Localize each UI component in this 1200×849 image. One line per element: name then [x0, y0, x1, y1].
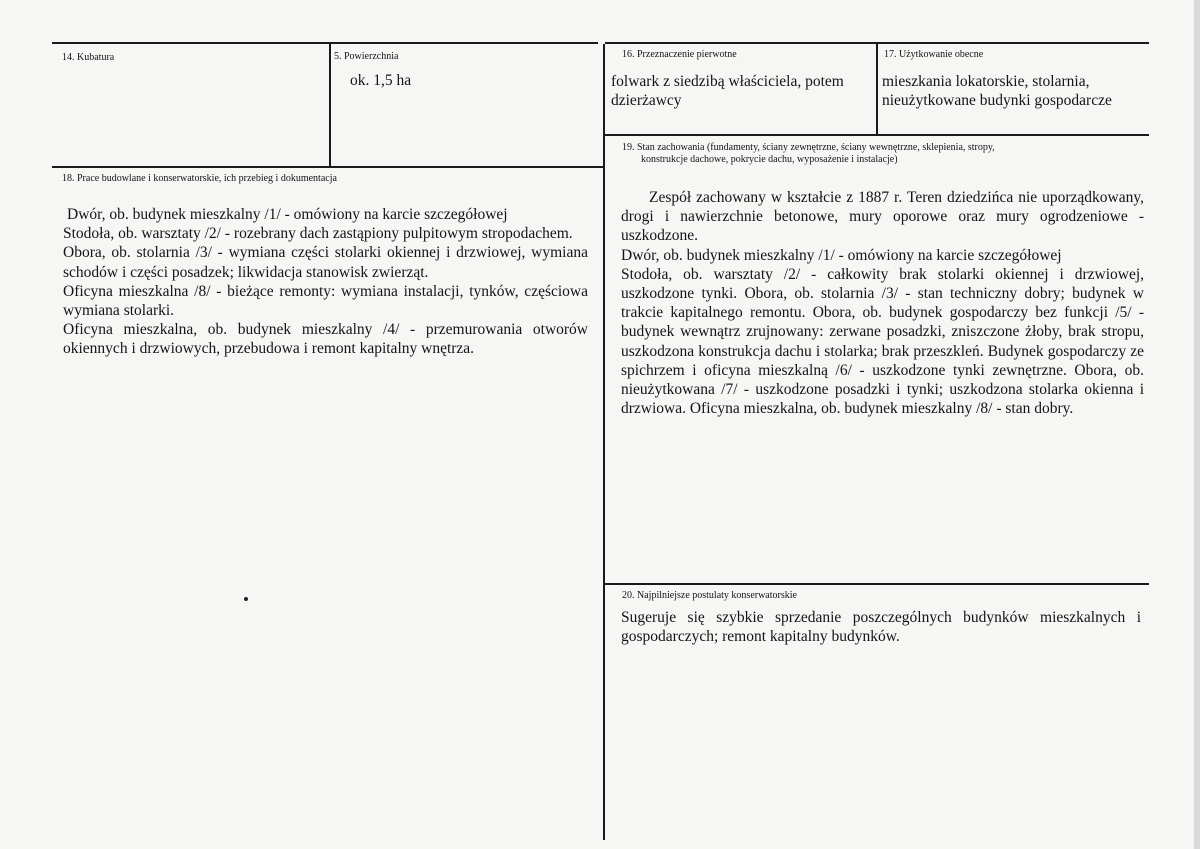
divider-16-17 [876, 44, 878, 135]
field-18-label: 18. Prace budowlane i konserwatorskie, ich przebieg i dokumentacja [62, 173, 337, 184]
scan-edge [1194, 0, 1200, 849]
field-18-paragraph: Dwór, ob. budynek mieszkalny /1/ - omówiony na karcie szczegółowej [67, 206, 508, 223]
field-18-paragraph: Oficyna mieszkalna, ob. budynek mieszkalny /4/ - przemurowania otworów okiennych i drzwiowych, przebudowa i remont kapitalny wnętrza. [63, 321, 588, 358]
field-19-paragraph: Zespół zachowany w kształcie z 1887 r. Teren dziedzińca nie uporządkowany, drogi i nawierzchnie betonowe, mury oporowe oraz mury ogrodzeniowe - uszkodzone. [621, 189, 1144, 245]
rule-under-14-15 [52, 166, 603, 168]
field-15-label: 5. Powierzchnia [334, 51, 399, 62]
field-19-label-line2: konstrukcje dachowe, pokrycie dachu, wyposażenie i instalacje) [641, 154, 898, 165]
rule-under-16-17 [605, 134, 1149, 136]
field-16-value: folwark z siedzibą właściciela, potem dzierżawcy [611, 73, 844, 109]
field-18-paragraph: Stodoła, ob. warsztaty /2/ - rozebrany dach zastąpiony pulpitowym stropodachem. [63, 225, 573, 243]
rule-above-20 [605, 583, 1149, 585]
field-17-value: mieszkania lokatorskie, stolarnia, nieużytkowane budynki gospodarcze [882, 73, 1112, 109]
field-17-label: 17. Użytkowanie obecne [884, 49, 984, 60]
field-18-text [63, 205, 588, 359]
field-18-paragraph: Obora, ob. stolarnia /3/ - wymiana części stolarki okiennej i drzwiowej, wymiana schodów i części posadzek; likwidacja stanowisk zwierząt. [63, 244, 588, 281]
stray-dot-mark [244, 597, 248, 601]
field-20-text [621, 608, 1141, 646]
field-16-label: 16. Przeznaczenie pierwotne [622, 49, 737, 60]
field-19-label-line1: 19. Stan zachowania (fundamenty, ściany zewnętrzne, ściany wewnętrzne, sklepienia, stropy, [622, 142, 995, 153]
field-20-value: Sugeruje się szybkie sprzedanie poszczególnych budynków mieszkalnych i gospodarczych; remont kapitalny budynków. [621, 609, 1141, 646]
field-18-paragraph: Oficyna mieszkalna /8/ - bieżące remonty: wymiana instalacji, tynków, częściowa wymiana stolarki. [63, 282, 588, 320]
field-19-text [621, 188, 1144, 418]
field-15-value: ok. 1,5 ha [350, 72, 412, 89]
divider-14-15 [329, 44, 331, 167]
field-19-paragraph: Stodoła, ob. warsztaty /2/ - całkowity brak stolarki okiennej i drzwiowej, uszkodzone tynki. Obora, ob. stolarnia /3/ - stan techniczny dobry; budynek w trakcie kapitalnego remontu. Obora, ob. budynek gospodarczy bez funkcji /5/ - budynek wewnątrz zrujnowany: zerwane posadzki, zniszczone żłoby, brak stropu, uszkodzona konstrukcja dachu i stolarka; brak przeszkleń. Budynek gospodarczy ze spichrzem i oficyna mieszkalną /6/ - uszkodzone tynki zewnętrzne. Obora, ob. nieużytkowana /7/ - uszkodzone posadzki i tynki; uszkodzona stolarka okienna i drzwiowa. Oficyna mieszkalna, ob. budynek mieszkalny /8/ - stan dobry. [621, 265, 1144, 418]
top-rule-left [52, 42, 598, 44]
field-14-label: 14. Kubatura [62, 52, 115, 63]
divider-left-right [603, 44, 605, 840]
field-19-paragraph: Dwór, ob. budynek mieszkalny /1/ - omówiony na karcie szczegółowej [621, 246, 1062, 264]
field-20-label: 20. Najpilniejsze postulaty konserwatorskie [622, 590, 797, 601]
